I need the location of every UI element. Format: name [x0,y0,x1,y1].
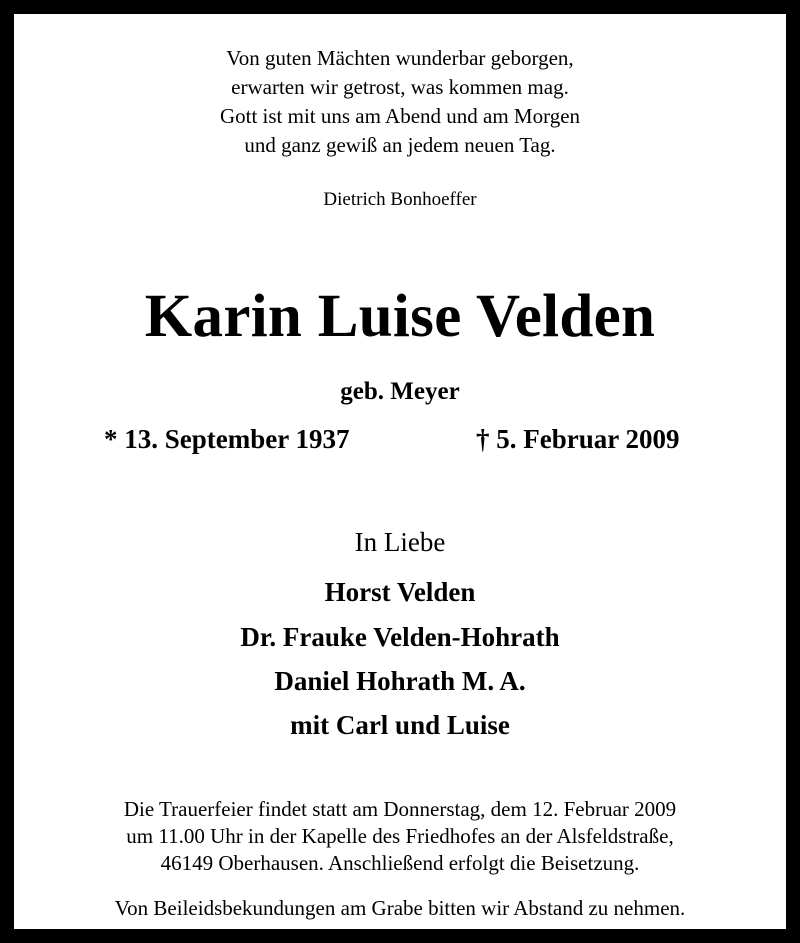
mourner-name: Dr. Frauke Velden-Hohrath [240,622,560,652]
poem-line: Gott ist mit uns am Abend und am Morgen [219,104,581,128]
mourner-name: Daniel Hohrath M. A. [274,666,526,696]
deceased-name: Karin Luise Velden [144,283,656,350]
poem-line: Von guten Mächten wunderbar geborgen, [226,46,574,70]
poem-quote [14,44,786,160]
poem-line: und ganz gewiß an jedem neuen Tag. [244,133,556,157]
mourners-intro: In Liebe [354,527,446,557]
poem-author: Dietrich Bonhoeffer [323,189,477,210]
mourner-name: Horst Velden [324,577,476,607]
condolence-note: Von Beileidsbekundungen am Grabe bitten wir Abstand zu nehmen. [114,896,686,920]
mourner-name: mit Carl und Luise [290,710,510,740]
birth-date: * 13. September 1937 [104,424,350,454]
service-line: Die Trauerfeier findet statt am Donnerstag, dem 12. Februar 2009 [123,797,677,821]
death-date: † 5. Februar 2009 [476,424,680,454]
funeral-service-info [14,796,786,877]
service-line: 46149 Oberhausen. Anschließend erfolgt die Beisetzung. [160,851,640,875]
maiden-name: geb. Meyer [340,378,460,405]
poem-line: erwarten wir getrost, was kommen mag. [231,75,569,99]
service-line: um 11.00 Uhr in der Kapelle des Friedhofes an der Alsfeldstraße, [126,824,674,848]
